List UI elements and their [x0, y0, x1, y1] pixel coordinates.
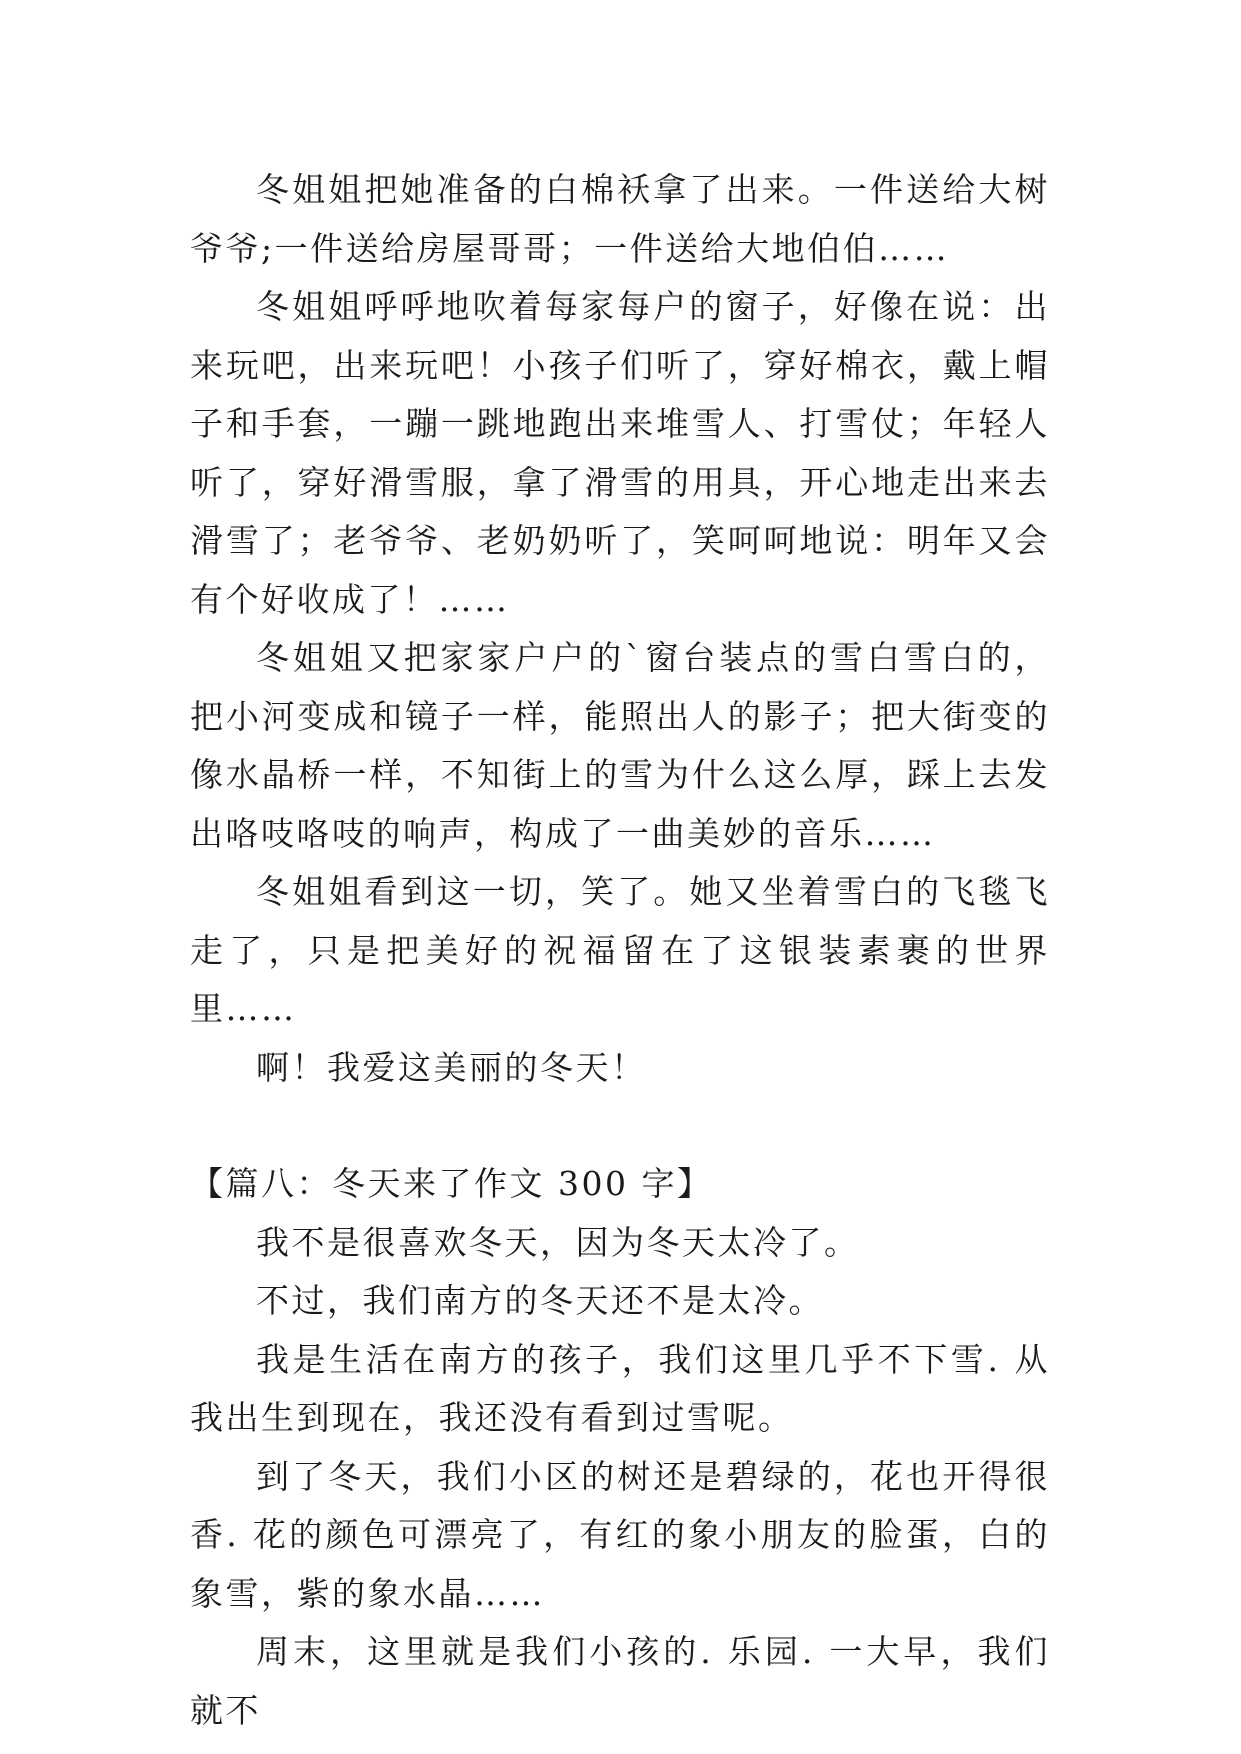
paragraph: 周末，这里就是我们小孩的. 乐园. 一大早，我们就不: [190, 1632, 1050, 1730]
paragraph: 不过，我们南方的冬天还不是太冷。: [256, 1281, 824, 1320]
paragraph: 冬姐姐把她准备的白棉袄拿了出来。一件送给大树爷爷;一件送给房屋哥哥；一件送给大地伯伯……: [190, 170, 1050, 268]
paragraph: 我是生活在南方的孩子，我们这里几乎不下雪. 从我出生到现在，我还没有看到过雪呢。: [190, 1339, 1050, 1437]
paragraph: 我不是很喜欢冬天，因为冬天太冷了。: [256, 1222, 860, 1262]
paragraph: 冬姐姐呼呼地吹着每家每户的窗子，好像在说：出来玩吧，出来玩吧！小孩子们听了，穿好棉衣，戴上帽子和手套，一蹦一跳地跑出来堆雪人、打雪仗；年轻人听了，穿好滑雪服，拿了滑雪的用具，开心地走出来去滑雪了；老爷爷、老奶奶听了，笑呵呵地说：明年又会有个好收成了！……: [190, 287, 1050, 619]
section-heading: 【篇八：冬天来了作文 300 字】: [190, 1164, 713, 1203]
paragraph: 冬姐姐又把家家户户的`窗台装点的雪白雪白的，把小河变成和镜子一样，能照出人的影子；把大街变的像水晶桥一样，不知街上的雪为什么这么厚，踩上去发出咯吱咯吱的响声，构成了一曲美妙的音乐……: [190, 638, 1050, 853]
paragraph: 啊！我爱这美丽的冬天！: [256, 1047, 647, 1087]
document-body: [190, 161, 1050, 1740]
paragraph: 冬姐姐看到这一切，笑了。她又坐着雪白的飞毯飞走了，只是把美好的祝福留在了这银装素裹的世界里……: [190, 872, 1050, 1028]
paragraph: 到了冬天，我们小区的树还是碧绿的，花也开得很香. 花的颜色可漂亮了，有红的象小朋友的脸蛋，白的象雪，紫的象水晶……: [190, 1456, 1050, 1613]
